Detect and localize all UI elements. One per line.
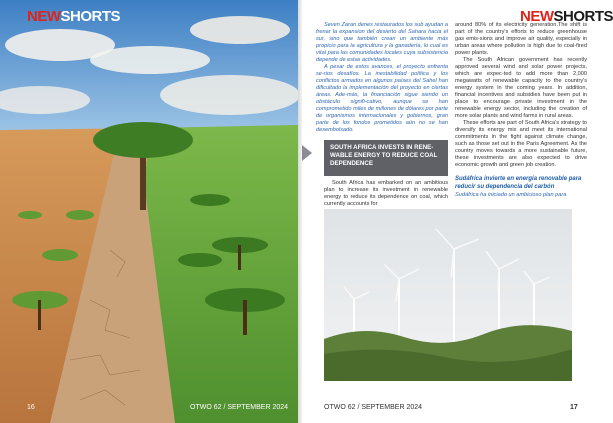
issue-label-left: OTWO 62 / SEPTEMBER 2024 bbox=[190, 404, 289, 411]
body-paragraph: around 80% of its electricity generation.The shift is part of the country's efforts to reduce greenhouse gas emis-sions and improve air quality, especially in urban areas where pollution is high due to coal-fired power plants. bbox=[455, 22, 587, 56]
body-paragraph: The South African government has recently approved several wind and solar power projects, which are expec-ted to add more than 2,000 megawatts of renewable capacity to the country's energy system in the coming years. In addition, financial incentives and subsidies have been put in place to encourage private investment in the renewable energy sector, including the creation of more solar plants and wind farms in rural areas. bbox=[455, 57, 587, 119]
body-column-1 bbox=[324, 180, 448, 208]
body-paragraph: South Africa has embarked on an ambitious plan to increase its investment in renewable energy to reduce its dependence on coal, which currently accounts for bbox=[324, 180, 448, 207]
page-number-left: 16 bbox=[27, 404, 35, 411]
issue-label-right: OTWO 62 / SEPTEMBER 2024 bbox=[324, 404, 423, 411]
spanish-subheading: Sudáfrica invierte en energía renovable para reducir su dependencia del carbón bbox=[455, 176, 582, 190]
brand-new: NEW bbox=[520, 8, 554, 25]
left-page bbox=[0, 0, 298, 423]
spanish-intro-column bbox=[316, 22, 448, 134]
body-paragraph: These efforts are part of South Africa's strategy to diversify its energy mix and meet its international commitments in the fight against climate change, such as those set out in the Paris Agreement. As the country moves towards a more sustainable future, these investments are also expected to drive economic growth and green job creation. bbox=[455, 120, 587, 168]
spanish-intro-paragraph: Seven Zaran denes restaurados los sub ayudan a frenar la expansion del desierto del Sahara hacia el sur, sino que también crean un ambiente más propicio para la agricultura y la ganadería, lo cual es vital para las comunidades locales cuya subsistencia depende de estas actividades. bbox=[316, 22, 448, 63]
section-arrow-marker bbox=[302, 145, 312, 161]
section-title: SOUTH AFRICA INVESTS IN RENE-WABLE ENERGY TO REDUCE COAL DEPENDENCE bbox=[324, 140, 448, 176]
tree-split-desert-green-illustration bbox=[0, 0, 298, 423]
page-number-right: 17 bbox=[570, 404, 578, 411]
spanish-intro-paragraph: A pesar de estos avances, el proyecto enfrenta se-rios desafíos. La inestabilidad política y los conflictos armados en algunos países del Sahel han dificultado la implementación del proyecto en ciertas áreas. Ade-más, la financiación sigue siendo un obstáculo signifi-cativo, aunque se han comprometido miles de millones de dólares por parte de organismos internacionales y gobiernos, gran parte de los fondos prometidos aún no se han desembolsado. bbox=[316, 64, 448, 133]
brand-shorts: SHORTS bbox=[553, 8, 613, 25]
body-column-2 bbox=[455, 22, 587, 169]
brand-shorts: SHORTS bbox=[60, 8, 121, 25]
right-page bbox=[302, 0, 613, 423]
spanish-body-line: Sudáfrica ha iniciado un ambicioso plan para bbox=[455, 192, 567, 198]
brand-logo bbox=[27, 8, 120, 25]
brand-new: NEW bbox=[27, 8, 61, 25]
wind-turbines-photo bbox=[324, 209, 572, 381]
